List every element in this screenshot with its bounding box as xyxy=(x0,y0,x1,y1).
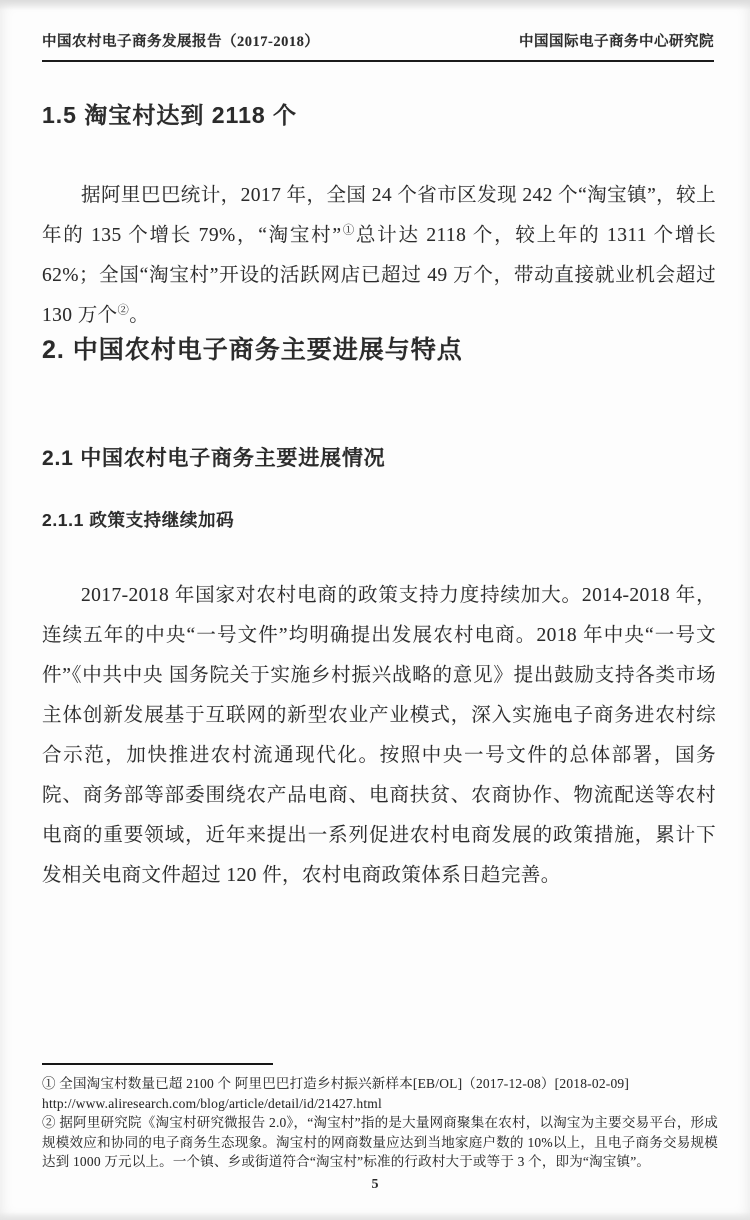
paragraph-1-text-b: 总计达 2118 个，较上年的 1311 个增长 62%；全国“淘宝村”开设的活跃网店已超过 49 万个，带动直接就业机会超过 130 万个 xyxy=(42,224,716,326)
footnote-2: ② 据阿里研究院《淘宝村研究微报告 2.0》，“淘宝村”指的是大量网商聚集在农村，以淘宝为主要交易平台，形成规模效应和协同的电子商务生态现象。淘宝村的网商数量应达到当地家庭户数的 10%以上，且电子商务交易规模达到 1000 万元以上。一个镇、乡或街道符合“淘宝村”标准的行政村大于或等于 3 个，即为“淘宝镇”。 xyxy=(42,1115,718,1169)
paragraph-policy-support: 2017-2018 年国家对农村电商的政策支持力度持续加大。2014-2018 年，连续五年的中央“一号文件”均明确提出发展农村电商。2018 年中央“一号文件”《中共中央 国务院关于实施乡村振兴战略的意见》提出鼓励支持各类市场主体创新发展基于互联网的新型农业产业模式，深入实施电子商务进农村综合示范，加快推进农村流通现代化。按照中央一号文件的总体部署，国务院、商务部等部委围绕农产品电商、电商扶贫、农商协作、物流配送等农村电商的重要领域，近年来提出一系列促进农村电商发展的政策措施，累计下发相关电商文件超过 120 件，农村电商政策体系日趋完善。 xyxy=(42,584,716,886)
footnote-ref-1: ① xyxy=(341,224,356,236)
footnote-1-url: http://www.aliresearch.com/blog/article/detail/id/21427.html xyxy=(42,1095,382,1111)
heading-2-1: 2.1 中国农村电子商务主要进展情况 xyxy=(42,447,386,470)
heading-2-1-1: 2.1.1 政策支持继续加码 xyxy=(42,510,235,530)
paragraph-taobao-villages xyxy=(42,176,716,336)
footnote-1: ① 全国淘宝村数量已超 2100 个 阿里巴巴打造乡村振兴新样本[EB/OL]（2017-12-08）[2018-02-09] xyxy=(42,1076,630,1091)
footnote-ref-2: ② xyxy=(117,304,130,316)
paragraph-1-text-c: 。 xyxy=(129,304,150,326)
footnotes-block xyxy=(42,1074,718,1172)
heading-2: 2. 中国农村电子商务主要进展与特点 xyxy=(42,336,463,364)
paragraph-1-text-a: 据阿里巴巴统计，2017 年，全国 24 个省市区发现 242 个“淘宝镇”，较上年的 135 个增长 79%，“淘宝村” xyxy=(42,184,716,246)
header-report-title: 中国农村电子商务发展报告（2017-2018） xyxy=(42,34,320,50)
running-header xyxy=(42,30,714,62)
scan-edge-top xyxy=(0,0,750,10)
heading-1-5: 1.5 淘宝村达到 2118 个 xyxy=(42,102,298,128)
header-institute-name: 中国国际电子商务中心研究院 xyxy=(519,34,714,50)
scan-edge-bottom xyxy=(0,1212,750,1220)
page-number: 5 xyxy=(371,1177,379,1192)
footnote-separator-rule xyxy=(42,1063,273,1065)
